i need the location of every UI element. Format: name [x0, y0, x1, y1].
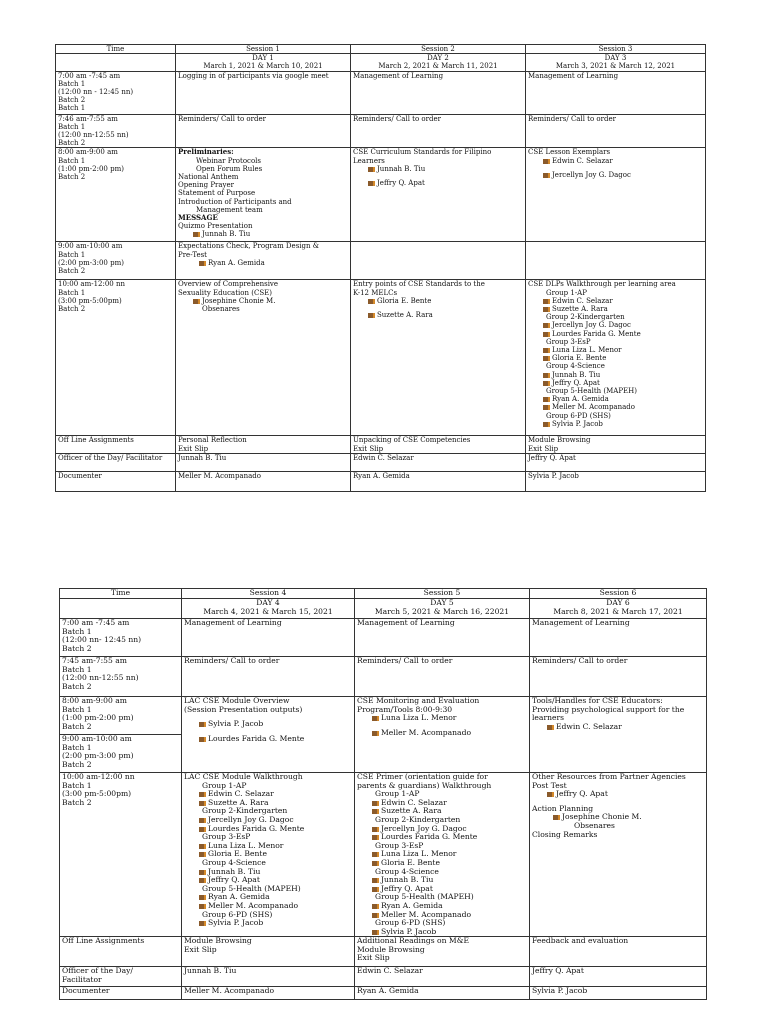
- officer-of-the-day-row: [56, 454, 706, 472]
- assignment-item: Exit Slip: [528, 444, 559, 453]
- group-label: Group 5-Health (MAPEH): [546, 387, 637, 396]
- activity-title: (Session Presentation outputs): [184, 704, 303, 714]
- facilitator-name: Suzette A. Rara: [184, 799, 352, 808]
- facilitator-name: Edwin C. Selazar: [528, 297, 703, 305]
- activity-cell: [351, 242, 526, 280]
- activity-cell: [530, 773, 707, 937]
- facilitator-name: Meller M. Acompanado: [184, 902, 352, 911]
- activity-cell: Reminders/ Call to order: [526, 114, 706, 148]
- activity-item: Statement of Purpose: [178, 189, 256, 198]
- assignment-item: Additional Readings on M&E: [357, 936, 469, 946]
- activity-title: Post Test: [532, 780, 567, 790]
- activity-cell: Ryan A. Gemida: [351, 472, 526, 492]
- time-cell: [56, 148, 176, 242]
- batch-label: Batch 1: [62, 742, 92, 752]
- time-cell: [56, 114, 176, 148]
- day-dates: March 8, 2021 & March 17, 2021: [553, 606, 683, 616]
- day-2-heading: [351, 54, 526, 71]
- activity-cell: Meller M. Acompanado: [176, 472, 351, 492]
- facilitator-name: Ryan A. Gemida: [178, 259, 348, 267]
- day-dates: March 3, 2021 & March 12, 2021: [555, 62, 676, 71]
- day-label: DAY 1: [252, 54, 274, 63]
- day-label: DAY 3: [604, 54, 627, 63]
- group-label: Group 1-AP: [546, 288, 587, 297]
- day-label: DAY 6: [606, 598, 630, 607]
- activity-title: CSE Primer (orientation guide for: [357, 772, 488, 781]
- batch-label: Batch 1: [62, 664, 92, 674]
- facilitator-name: Jercellyn Joy G. Dagoc: [528, 321, 703, 329]
- facilitator-name: Obsenares: [202, 305, 240, 314]
- schedule-table-days-4-6: [59, 588, 707, 1000]
- activity-cell: [526, 242, 706, 280]
- activity-cell: Management of Learning: [351, 71, 526, 114]
- table-row: [60, 697, 707, 773]
- facilitator-name: Lourdes Farida G. Mente: [357, 833, 527, 842]
- table-row: [56, 114, 706, 148]
- row-label-line: Facilitator: [62, 974, 102, 984]
- day-dates: March 4, 2021 & March 15, 2021: [203, 606, 333, 616]
- activity-cell: Jeffry Q. Apat: [526, 454, 706, 472]
- time-cell: [60, 619, 182, 657]
- time-cell: [56, 280, 176, 436]
- group-label: Group 5-Health (MAPEH): [202, 883, 301, 893]
- batch-label: Batch 2: [58, 139, 86, 148]
- facilitator-name: Sylvia P. Jacob: [357, 928, 527, 937]
- batch-label: Batch 1: [62, 626, 92, 636]
- assignment-item: Exit Slip: [184, 944, 217, 954]
- batch-label: Batch 2: [62, 797, 92, 807]
- group-label: Group 2-Kindergarten: [546, 313, 625, 322]
- time-range: 7:45 am-7:55 am: [62, 656, 127, 665]
- batch-label: Batch 1: [58, 288, 86, 297]
- group-label: Group 3-EsP: [546, 337, 591, 346]
- documenter-row: [60, 987, 707, 1000]
- facilitator-name: Luna Liza L. Menor: [184, 842, 352, 851]
- activity-cell: [530, 937, 707, 967]
- facilitator-name: Jeffry Q. Apat: [184, 876, 352, 885]
- facilitator-name: Sylvia P. Jacob: [184, 720, 352, 729]
- header-session-1: Session 1: [176, 45, 351, 54]
- activity-cell: [355, 773, 530, 937]
- batch-label: Batch 2: [62, 643, 92, 653]
- activity-cell: Edwin C. Selazar: [351, 454, 526, 472]
- facilitator-name: Junnah B. Tiu: [357, 876, 527, 885]
- table-row: [60, 773, 707, 937]
- header-time: Time: [60, 589, 182, 599]
- activity-title: Closing Remarks: [532, 829, 598, 839]
- activity-item: Opening Prayer: [178, 181, 234, 190]
- row-label: Documenter: [56, 472, 176, 492]
- facilitator-name: Luna Liza L. Menor: [357, 850, 527, 859]
- row-label: Documenter: [60, 987, 182, 1000]
- activity-cell: [526, 436, 706, 454]
- header-time: Time: [56, 45, 176, 54]
- activity-cell: Reminders/ Call to order: [176, 114, 351, 148]
- day-row-time-blank: [56, 54, 176, 71]
- activity-cell: Logging in of participants via google meet: [176, 71, 351, 114]
- activity-cell: [182, 697, 355, 773]
- activity-item: Webinar Protocols: [196, 156, 262, 165]
- facilitator-name: Ryan A. Gemida: [528, 395, 703, 403]
- facilitator-name: Edwin C. Selazar: [532, 723, 704, 732]
- facilitator-name: Jercellyn Joy G. Dagoc: [184, 816, 352, 825]
- facilitator-name: Junnah B. Tiu: [178, 230, 348, 238]
- facilitator-name: Jeffry Q. Apat: [528, 379, 703, 387]
- activity-item: Management team: [196, 205, 263, 214]
- facilitator-name: Gloria E. Bente: [357, 859, 527, 868]
- activity-title: Entry points of CSE Standards to the: [353, 280, 485, 289]
- activity-title: learners: [532, 713, 564, 723]
- facilitator-name: Jercellyn Joy G. Dagoc: [528, 171, 703, 179]
- table-row: [60, 657, 707, 697]
- activity-cell: [526, 148, 706, 242]
- time-cell: [56, 242, 176, 280]
- time-range-alt: (2:00 pm-3:00 pm): [62, 751, 134, 761]
- header-session-5: Session 5: [355, 589, 530, 599]
- schedule-table-days-1-3: [55, 44, 706, 492]
- time-range-alt: (3:00 pm-5:00pm): [62, 789, 132, 799]
- facilitator-name: Luna Liza L. Menor: [528, 346, 703, 354]
- activity-cell: [176, 242, 351, 280]
- facilitator-name: Lourdes Farida G. Mente: [184, 735, 352, 744]
- facilitator-name: Ryan A. Gemida: [357, 902, 527, 911]
- group-label: Group 1-AP: [375, 789, 420, 799]
- facilitator-name: Meller M. Acompanado: [357, 911, 527, 920]
- activity-cell: [526, 280, 706, 436]
- activity-title: K-12 MELCs: [353, 288, 398, 297]
- activity-cell: [182, 773, 355, 937]
- activity-cell: Ryan A. Gemida: [355, 987, 530, 1000]
- facilitator-name: Meller M. Acompanado: [528, 403, 703, 411]
- batch-label: Batch 2: [58, 173, 86, 182]
- activity-cell: Jeffry Q. Apat: [530, 967, 707, 987]
- assignment-item: Module Browsing: [357, 944, 425, 954]
- time-cell: [60, 697, 182, 773]
- facilitator-name: Junnah B. Tiu: [353, 165, 523, 173]
- activity-cell: Management of Learning: [355, 619, 530, 657]
- day-row: [56, 54, 706, 71]
- activity-title: LAC CSE Module Walkthrough: [184, 772, 303, 781]
- facilitator-name: Obsenares: [574, 820, 615, 830]
- day-dates: March 5, 2021 & March 16, 22021: [374, 606, 510, 616]
- group-label: Group 2-Kindergarten: [375, 814, 461, 824]
- time-range: 7:00 am -7:45 am: [58, 71, 121, 80]
- activity-cell: Junnah B. Tiu: [176, 454, 351, 472]
- activity-cell: Reminders/ Call to order: [530, 657, 707, 697]
- facilitator-name: Sylvia P. Jacob: [528, 420, 703, 428]
- activity-cell: [182, 937, 355, 967]
- assignment-item: Module Browsing: [528, 436, 591, 445]
- table-row: [60, 619, 707, 657]
- group-label: Group 3-EsP: [375, 840, 424, 850]
- assignment-item: Personal Reflection: [178, 436, 247, 445]
- facilitator-name: Jeffry Q. Apat: [532, 790, 704, 799]
- facilitator-name: Lourdes Farida G. Mente: [528, 330, 703, 338]
- group-label: Group 5-Health (MAPEH): [375, 892, 474, 902]
- time-range-alt: (12:00 nn-12:55 nn): [62, 673, 139, 683]
- batch-label: Batch 1: [58, 104, 86, 113]
- time-range-alt: (12:00 nn - 12:45 nn): [58, 88, 134, 97]
- time-range: 7:46 am-7:55 am: [58, 114, 118, 123]
- time-range: 8:00 am-9:00 am: [58, 148, 118, 157]
- facilitator-name: Josephine Chonie M.: [178, 297, 348, 305]
- activity-title: Overview of Comprehensive: [178, 280, 279, 289]
- activity-title: Sexuality Education (CSE): [178, 288, 272, 297]
- header-session-3: Session 3: [526, 45, 706, 54]
- table-row: [56, 71, 706, 114]
- assignment-item: Exit Slip: [178, 444, 209, 453]
- activity-cell: Junnah B. Tiu: [182, 967, 355, 987]
- facilitator-name: Junnah B. Tiu: [528, 371, 703, 379]
- day-5-heading: [355, 599, 530, 619]
- facilitator-name: Gloria E. Bente: [528, 354, 703, 362]
- activity-cell: Reminders/ Call to order: [355, 657, 530, 697]
- time-range-alt: (1:00 pm-2:00 pm): [62, 713, 134, 723]
- table-header-row: [56, 45, 706, 54]
- activity-cell: Management of Learning: [182, 619, 355, 657]
- activity-cell: Reminders/ Call to order: [182, 657, 355, 697]
- activity-cell: [351, 280, 526, 436]
- offline-assignments-row: [56, 436, 706, 454]
- activity-title: parents & guardians) Walkthrough: [357, 780, 492, 790]
- activity-cell: [530, 697, 707, 773]
- batch-label: Batch 1: [58, 250, 86, 259]
- time-range: 10:00 am-12:00 nn: [58, 280, 125, 289]
- batch-label: Batch 1: [58, 122, 86, 131]
- time-range-alt: (12:00 nn- 12:45 nn): [62, 635, 142, 645]
- facilitator-name: Junnah B. Tiu: [184, 868, 352, 877]
- time-cell: [60, 773, 182, 937]
- time-range: 7:00 am -7:45 am: [62, 618, 130, 627]
- day-label: DAY 2: [427, 54, 449, 63]
- batch-label: Batch 1: [62, 704, 92, 714]
- day-dates: March 2, 2021 & March 11, 2021: [378, 62, 498, 71]
- activity-cell: [176, 280, 351, 436]
- table-row: [56, 242, 706, 280]
- header-session-6: Session 6: [530, 589, 707, 599]
- activity-cell: [351, 148, 526, 242]
- activity-title: Providing psychological support for the: [532, 704, 685, 714]
- batch-label: Batch 2: [62, 721, 92, 731]
- facilitator-name: Edwin C. Selazar: [184, 790, 352, 799]
- header-session-2: Session 2: [351, 45, 526, 54]
- day-row-time-blank: [60, 599, 182, 619]
- facilitator-name: Lourdes Farida G. Mente: [184, 825, 352, 834]
- time-range-alt: (2:00 pm-3:00 pm): [58, 258, 124, 267]
- facilitator-name: Edwin C. Selazar: [528, 157, 703, 165]
- time-range: 9:00 am-10:00 am: [58, 242, 123, 251]
- officer-of-the-day-row: [60, 967, 707, 987]
- day-4-heading: [182, 599, 355, 619]
- row-label: [60, 967, 182, 987]
- day-6-heading: [530, 599, 707, 619]
- activity-title: CSE Lesson Exemplars: [528, 148, 611, 157]
- activity-cell: Sylvia P. Jacob: [530, 987, 707, 1000]
- activity-item: Introduction of Participants and: [178, 197, 292, 206]
- documenter-row: [56, 472, 706, 492]
- facilitator-name: Edwin C. Selazar: [357, 799, 527, 808]
- activity-title: CSE Curriculum Standards for Filipino: [353, 148, 492, 157]
- table-row: [56, 148, 706, 242]
- facilitator-name: Jeffry Q. Apat: [357, 885, 527, 894]
- time-range-alt: (1:00 pm-2:00 pm): [58, 164, 124, 173]
- group-label: Group 6-PD (SHS): [375, 918, 446, 928]
- activity-cell: Reminders/ Call to order: [351, 114, 526, 148]
- facilitator-name: Suzette A. Rara: [357, 807, 527, 816]
- activity-title: Program/Tools 8:00-9:30: [357, 704, 453, 714]
- time-range-alt: (12:00 nn-12:55 nn): [58, 131, 129, 140]
- group-label: Group 3-EsP: [202, 832, 251, 842]
- facilitator-name: Josephine Chonie M.: [532, 813, 704, 822]
- activity-title: CSE Monitoring and Evaluation: [357, 696, 480, 705]
- activity-item: MESSAGE: [178, 213, 218, 223]
- activity-item: Quizmo Presentation: [178, 222, 253, 231]
- facilitator-name: Suzette A. Rara: [353, 311, 523, 319]
- group-label: Group 6-PD (SHS): [546, 411, 611, 420]
- batch-label: Batch 1: [58, 156, 86, 165]
- group-label: Group 1-AP: [202, 780, 247, 790]
- activity-title: Learners: [353, 156, 385, 165]
- activity-cell: [355, 697, 530, 773]
- group-label: Group 4-Science: [375, 866, 439, 876]
- time-range-alt: (3:00 pm-5:00pm): [58, 296, 122, 305]
- activity-title: Tools/Handles for CSE Educators:: [532, 696, 663, 705]
- activity-cell: [355, 937, 530, 967]
- day-label: DAY 5: [430, 598, 454, 607]
- table-row: [56, 280, 706, 436]
- group-label: Group 2-Kindergarten: [202, 806, 288, 816]
- time-range: 8:00 am-9:00 am: [62, 696, 127, 705]
- activity-cell: Edwin C. Selazar: [355, 967, 530, 987]
- facilitator-name: Ryan A. Gemida: [184, 893, 352, 902]
- batch-label: Batch 2: [58, 96, 86, 105]
- facilitator-name: Suzette A. Rara: [528, 305, 703, 313]
- row-label: Off Line Assignments: [56, 436, 176, 454]
- facilitator-name: Meller M. Acompanado: [357, 729, 527, 738]
- facilitator-name: Sylvia P. Jacob: [184, 919, 352, 928]
- batch-label: Batch 2: [62, 759, 92, 769]
- assignment-item: Exit Slip: [357, 953, 390, 963]
- facilitator-name: Jercellyn Joy G. Dagoc: [357, 825, 527, 834]
- activity-cell: [176, 436, 351, 454]
- table-header-row: [60, 589, 707, 599]
- assignment-item: Feedback and evaluation: [532, 936, 629, 946]
- row-label: Off Line Assignments: [60, 937, 182, 967]
- day-row: [60, 599, 707, 619]
- day-label: DAY 4: [256, 598, 280, 607]
- batch-label: Batch 2: [58, 267, 86, 276]
- time-cell: [60, 657, 182, 697]
- activity-title: Expectations Check, Program Design &: [178, 242, 319, 251]
- batch-label: Batch 1: [58, 79, 86, 88]
- group-label: Group 4-Science: [202, 857, 266, 867]
- facilitator-name: Jeffry Q. Apat: [353, 179, 523, 187]
- activity-title: Pre-Test: [178, 250, 207, 259]
- assignment-item: Unpacking of CSE Competencies: [353, 436, 471, 445]
- activity-cell: [176, 148, 351, 242]
- activity-title: Action Planning: [532, 803, 594, 813]
- day-3-heading: [526, 54, 706, 71]
- day-dates: March 1, 2021 & March 10, 2021: [203, 62, 323, 71]
- time-range: 10:00 am-12:00 nn: [62, 772, 135, 781]
- batch-label: Batch 1: [62, 780, 92, 790]
- activity-item: Open Forum Rules: [196, 164, 263, 173]
- activity-cell: Sylvia P. Jacob: [526, 472, 706, 492]
- time-range: 9:00 am-10:00 am: [62, 734, 132, 743]
- day-1-heading: [176, 54, 351, 71]
- row-label-line: Officer of the Day/: [62, 966, 133, 976]
- activity-title: CSE DLPs Walkthrough per learning area: [528, 280, 676, 289]
- activity-item: National Anthem: [178, 173, 239, 182]
- activity-title: LAC CSE Module Overview: [184, 696, 290, 705]
- batch-label: Batch 2: [62, 681, 92, 691]
- assignment-item: Exit Slip: [353, 444, 384, 453]
- activity-title: Preliminaries:: [178, 147, 234, 157]
- activity-cell: [351, 436, 526, 454]
- group-label: Group 6-PD (SHS): [202, 909, 273, 919]
- batch-label: Batch 2: [58, 305, 86, 314]
- header-session-4: Session 4: [182, 589, 355, 599]
- activity-cell: Management of Learning: [530, 619, 707, 657]
- group-label: Group 4-Science: [546, 362, 605, 371]
- activity-cell: Meller M. Acompanado: [182, 987, 355, 1000]
- facilitator-name: Gloria E. Bente: [184, 850, 352, 859]
- facilitator-name: Gloria E. Bente: [353, 297, 523, 305]
- facilitator-name: Luna Liza L. Menor: [357, 714, 527, 723]
- activity-cell: Management of Learning: [526, 71, 706, 114]
- assignment-item: Module Browsing: [184, 936, 252, 946]
- time-cell: [56, 71, 176, 114]
- offline-assignments-row: [60, 937, 707, 967]
- activity-title: Other Resources from Partner Agencies: [532, 772, 686, 781]
- row-label: Officer of the Day/ Facilitator: [56, 454, 176, 472]
